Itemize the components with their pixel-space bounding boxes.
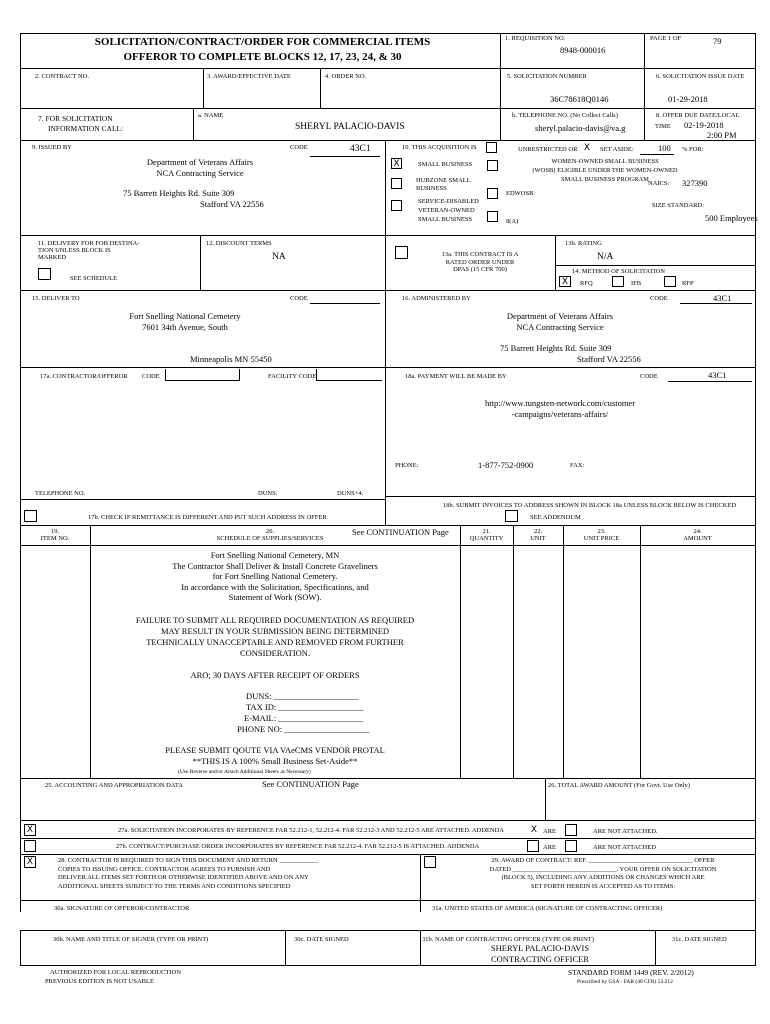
time-label: TIME <box>655 123 671 130</box>
sig-31c-label: 31c. DATE SIGNED <box>672 936 727 943</box>
sdvosb-checkbox[interactable] <box>391 200 402 211</box>
col-schedule: 20. SCHEDULE OF SUPPLIES/SERVICES <box>216 528 324 542</box>
contractor-code-field[interactable] <box>165 369 240 381</box>
hubzone-label: HUBZONE SMALL BUSINESS <box>416 177 471 192</box>
see-schedule-label: SEE SCHEDULE <box>70 275 118 282</box>
see-schedule-checkbox[interactable] <box>38 268 51 280</box>
discount-terms-label: 12. DISCOUNT TERMS <box>206 240 272 247</box>
edwosb-checkbox[interactable] <box>487 188 498 199</box>
administered-by-line3: 75 Barrett Heights Rd. Suite 309 <box>500 343 612 353</box>
eight-a-checkbox[interactable] <box>487 211 498 222</box>
email-line[interactable]: E-MAIL: ____________________ <box>244 713 364 723</box>
method-label: 14. METHOD OF SOLICITATION <box>572 268 666 275</box>
schedule-warning: FAILURE TO SUBMIT ALL REQUIRED DOCUMENTATION AS REQUIRED MAY RESULT IN YOUR SUBMISSION BEING DETERMINED TECHNICALLY UNACCEPTABLE AND REMOVED FROM FURTHER CONSIDERATION. <box>135 615 415 658</box>
administered-by-line1: Department of Veterans Affairs <box>506 311 614 321</box>
small-business-label: SMALL BUSINESS <box>418 161 473 168</box>
discount-terms: NA <box>272 252 286 262</box>
issued-by-line3: 75 Barrett Heights Rd. Suite 309 <box>123 188 235 198</box>
phone-line[interactable]: PHONE NO: ____________________ <box>237 724 370 734</box>
issued-by-code-label: CODE <box>290 144 308 151</box>
col-unit: 22. UNIT <box>530 528 546 542</box>
clause-27a-are: ARE <box>543 828 556 835</box>
clause-27a-are-not: ARE NOT ATTACHED. <box>593 828 658 835</box>
sig-30b-label: 30b. NAME AND TITLE OF SIGNER (TYPE OR PRINT) <box>53 936 209 943</box>
contract-no-label: 2. CONTRACT NO. <box>35 73 90 80</box>
page-label: PAGE 1 OF <box>650 35 682 42</box>
info-call-label-2: INFORMATION CALL: <box>48 124 124 133</box>
accounting-label: 25. ACCOUNTING AND APPROPRIATION DATA <box>45 782 183 789</box>
payment-url-line2[interactable]: -campaigns/veterans-affairs/ <box>511 409 609 419</box>
col-item-no: 19. ITEM NO. <box>40 528 70 542</box>
solicitation-number-label: 5. SOLICITATION NUMBER <box>507 73 587 80</box>
issued-by-label: 9. ISSUED BY <box>32 144 72 151</box>
administered-by-label: 16. ADMINISTERED BY <box>402 295 471 302</box>
issued-by-line2: NCA Contracting Service <box>156 168 244 178</box>
col-quantity: 21. QUANTITY <box>469 528 504 542</box>
tax-id-line[interactable]: TAX ID: ____________________ <box>246 702 364 712</box>
issue-date-label: 6. SOLICITATION ISSUE DATE <box>656 73 745 80</box>
clause-27b-text: 27b. CONTRACT/PURCHASE ORDER INCORPORATES BY REFERENCE FAR 52.212-4. FAR 52.212-5 IS ATTACHED. ADDENDA <box>116 843 480 850</box>
payment-phone: 1-877-752-0900 <box>478 460 534 470</box>
award-date-label: 3. AWARD/EFFECTIVE DATE <box>207 73 291 80</box>
page-total: 79 <box>713 36 722 46</box>
set-aside-percent: 100 <box>658 143 671 153</box>
deliver-to-line2: 7601 34th Avenue, South <box>142 322 228 332</box>
col-unit-price: 23. UNIT PRICE <box>583 528 620 542</box>
footer-authorized: AUTHORIZED FOR LOCAL REPRODUCTION <box>50 969 182 976</box>
contractor-label: 17a. CONTRACTOR/OFFEROR <box>40 373 128 380</box>
unrestricted-checkbox-a[interactable] <box>486 142 497 153</box>
clause-27a-checkbox[interactable]: X <box>24 824 36 836</box>
schedule-delivery: ARO; 30 DAYS AFTER RECEIPT OF ORDERS <box>190 670 360 680</box>
footer-prescribed: Prescribed by GSA - FAR (48 CFR) 53.212 <box>577 979 673 985</box>
rfp-label: RFP <box>682 280 694 287</box>
issued-by-line1: Department of Veterans Affairs <box>146 157 254 167</box>
small-business-checkbox[interactable]: X <box>391 158 402 169</box>
size-standard: 500 Employees <box>705 213 758 223</box>
rated-order-checkbox[interactable] <box>395 246 408 259</box>
eight-a-label: 8(A) <box>506 218 519 225</box>
telephone-label: TELEPHONE NO. <box>35 490 86 497</box>
duns4-label: DUNS+4: <box>337 490 364 497</box>
issued-by-line4: Stafford VA 22556 <box>200 199 264 209</box>
ifb-checkbox[interactable] <box>612 276 624 287</box>
co-title: CONTRACTING OFFICER <box>491 954 589 964</box>
clause-27b-are-not: ARE NOT ATTACHED <box>593 844 656 851</box>
wosb-checkbox[interactable] <box>487 160 498 171</box>
due-date-label: 8. OFFER DUE DATE/LOCAL <box>656 112 740 119</box>
contact-email: sheryl.palacio-davis@va.g <box>535 123 626 133</box>
requisition-label: 1. REQUISITION NO. <box>505 35 566 42</box>
footer-previous-edition: PREVIOUS EDITION IS NOT USABLE <box>45 978 154 985</box>
payment-url-line1[interactable]: http://www.tungsten-network.com/customer <box>484 398 636 408</box>
requisition-number: 8948-000016 <box>560 45 606 55</box>
facility-code-label: FACILITY CODE <box>268 373 317 380</box>
clause-27b-checkbox[interactable] <box>24 840 36 852</box>
due-date: 02-19-2018 <box>684 120 724 130</box>
unrestricted-mark[interactable]: X <box>583 143 591 153</box>
sig-31a-label: 31a. UNITED STATES OF AMERICA (SIGNATURE OF CONTRACTING OFFICER) <box>432 905 663 912</box>
co-name: SHERYL PALACIO-DAVIS <box>490 943 590 953</box>
clause-27b-are-checkbox[interactable] <box>527 840 539 852</box>
rfq-checkbox[interactable]: X <box>559 276 571 287</box>
clause-27a-not-checkbox[interactable] <box>565 824 577 836</box>
clause-28-text: 28. CONTRACTOR IS REQUIRED TO SIGN THIS DOCUMENT AND RETURN ____________ COPIES TO ISSUING OFFICE. CONTRACTOR AGREES TO FURNISH AND DELIVER ALL ITEMS SET FORTH OR OTHERWISE IDENTIFIED ABOVE AND ON ANY ADDITIONAL SHEETS SUBJECT TO THE TERMS AND CONDITIONS SPECIFIED <box>58 857 319 890</box>
reverse-note: (Use Reverse and/or Attach Additional Sheets as Necessary) <box>178 769 311 775</box>
facility-code-field[interactable] <box>316 369 382 381</box>
sig-31b-label: 31b. NAME OF CONTRACTING OFFICER (TYPE OR PRINT) <box>422 936 594 943</box>
name-label: a. NAME <box>198 112 224 119</box>
clause-27a-text: 27a. SOLICITATION INCORPORATES BY REFERENCE FAR 52.212-1, 52.212-4. FAR 52.212-3 AND 52.212-5 ARE ATTACHED. ADDENDA <box>118 827 504 834</box>
submit-invoices-label: 18b. SUBMIT INVOICES TO ADDRESS SHOWN IN BLOCK 18a UNLESS BLOCK BELOW IS CHECKED <box>443 502 737 509</box>
footer-form-number: STANDARD FORM 1449 (REV. 2/2012) <box>568 968 694 977</box>
payment-code: 43C1 <box>708 370 727 380</box>
naics-code: 327390 <box>682 178 708 188</box>
duns-label: DUNS: <box>258 490 278 497</box>
ifb-label: IFB <box>631 280 642 287</box>
rating-value: N/A <box>597 252 614 262</box>
clause-27a-are-mark[interactable]: X <box>530 825 538 835</box>
payment-fax-label: FAX: <box>570 462 585 469</box>
col-amount: 24. AMOUNT <box>683 528 712 542</box>
order-no-label: 4. ORDER NO. <box>325 73 367 80</box>
rating-label: 13b. RATING <box>565 240 602 247</box>
addendum-checkbox[interactable] <box>505 510 518 522</box>
form-title-line1: SOLICITATION/CONTRACT/ORDER FOR COMMERCIAL ITEMS <box>94 36 431 48</box>
sdvosb-label: SERVICE-DISABLED VETERAN-OWNED SMALL BUSINESS <box>418 198 479 223</box>
clause-27b-are: ARE <box>543 844 556 851</box>
percent-for-label: % FOR: <box>682 146 704 153</box>
sig-30c-label: 30c. DATE SIGNED <box>294 936 349 943</box>
schedule-submit-note: PLEASE SUBMIT QOUTE VIA VAeCMS VENDOR PROTAL **THIS IS A 100% Small Business Set-Aside** <box>165 745 385 766</box>
info-call-label-1: 7. FOR SOLICITATION <box>38 114 113 123</box>
deliver-to-line3: Minneapolis MN 55450 <box>190 354 272 364</box>
administered-by-line4: Stafford VA 22556 <box>577 354 641 364</box>
deliver-to-line1: Fort Snelling National Cemetery <box>129 311 241 321</box>
payment-label: 18a. PAYMENT WILL BE MADE BY <box>405 373 507 380</box>
sig-30a-label: 30a. SIGNATURE OF OFFEROR/CONTRACTOR <box>54 905 190 912</box>
see-continuation-2: See CONTINUATION Page <box>262 779 359 789</box>
issued-by-code: 43C1 <box>350 144 371 154</box>
clause-29-text: 29. AWARD OF CONTRACT: REF. ________________________________ OFFER DATED ________________________________. YOUR OFFER ON SOLICITATION (BLOCK 5), INCLUDING ANY ADDITIONS OR CHANGES WHICH ARE SET FORTH HEREIN IS ACCEPTED AS TO ITEMS: <box>489 857 717 890</box>
form-title-line2: OFFEROR TO COMPLETE BLOCKS 12, 17, 23, 24, & 30 <box>123 51 402 63</box>
administered-by-code: 43C1 <box>713 293 732 303</box>
payment-code-label: CODE <box>640 373 658 380</box>
delivery-fob-label: 11. DELIVERY FOR FOB DESTINA- TION UNLESS BLOCK IS MARKED <box>38 240 140 261</box>
phone-label: b. TELEPHONE NO. (No Collect Calls) <box>512 112 618 119</box>
administered-by-line2: NCA Contracting Service <box>516 322 604 332</box>
contact-name: SHERYL PALACIO-DAVIS <box>295 122 405 132</box>
unrestricted-label: UNRESTRICTED OR <box>518 146 578 153</box>
see-addendum-label: SEE ADDENDUM <box>530 514 581 521</box>
remittance-checkbox[interactable] <box>24 510 37 522</box>
set-aside-label: SET ASIDE: <box>600 146 634 153</box>
duns-line[interactable]: DUNS: ____________________ <box>246 691 359 701</box>
clause-27b-not-checkbox[interactable] <box>565 840 577 852</box>
clause-29-checkbox[interactable] <box>424 856 436 868</box>
contractor-code-label: CODE <box>142 373 160 380</box>
acquisition-label: 10. THIS ACQUISITION IS <box>402 144 477 151</box>
solicitation-number: 36C78618Q0146 <box>550 94 609 104</box>
edwosb-label: EDWOSB <box>506 190 534 197</box>
clause-28-checkbox[interactable]: X <box>24 856 36 868</box>
total-award-label: 26. TOTAL AWARD AMOUNT (For Govt. Use Only) <box>548 782 690 789</box>
deliver-to-label: 15. DELIVER TO <box>32 295 80 302</box>
offeror-signature-field[interactable] <box>20 912 420 930</box>
administered-by-code-label: CODE <box>650 295 668 302</box>
size-standard-label: SIZE STANDARD: <box>652 202 705 209</box>
rfq-label: RFQ <box>580 280 593 287</box>
rated-order-label: 13a. THIS CONTRACT IS A RATED ORDER UNDER DPAS (15 CFR 700) <box>441 251 519 273</box>
naics-label: NAICS: <box>648 180 670 187</box>
payment-phone-label: PHONE: <box>395 462 419 469</box>
due-time: 2:00 PM <box>707 130 737 140</box>
rfp-checkbox[interactable] <box>664 276 676 287</box>
issue-date: 01-29-2018 <box>668 94 708 104</box>
wosb-label: WOMEN-OWNED SMALL BUSINESS (WOSB) ELIGIBLE UNDER THE WOMEN-OWNED SMALL BUSINESS PROGRAM <box>532 158 678 183</box>
co-signature-field[interactable] <box>420 912 755 930</box>
schedule-description: Fort Snelling National Cemetery, MN The Contractor Shall Deliver & Install Concrete Graveliners for Fort Snelling National Cemetery. In accordance with the Solicitation, Specifications, and Statement of Work (SOW). <box>172 550 378 602</box>
hubzone-checkbox[interactable] <box>391 178 402 189</box>
remittance-label: 17b. CHECK IF REMITTANCE IS DIFFERENT AND PUT SUCH ADDRESS IN OFFER <box>88 514 327 521</box>
deliver-to-code-label: CODE <box>290 295 308 302</box>
see-continuation-1: See CONTINUATION Page <box>352 527 449 537</box>
